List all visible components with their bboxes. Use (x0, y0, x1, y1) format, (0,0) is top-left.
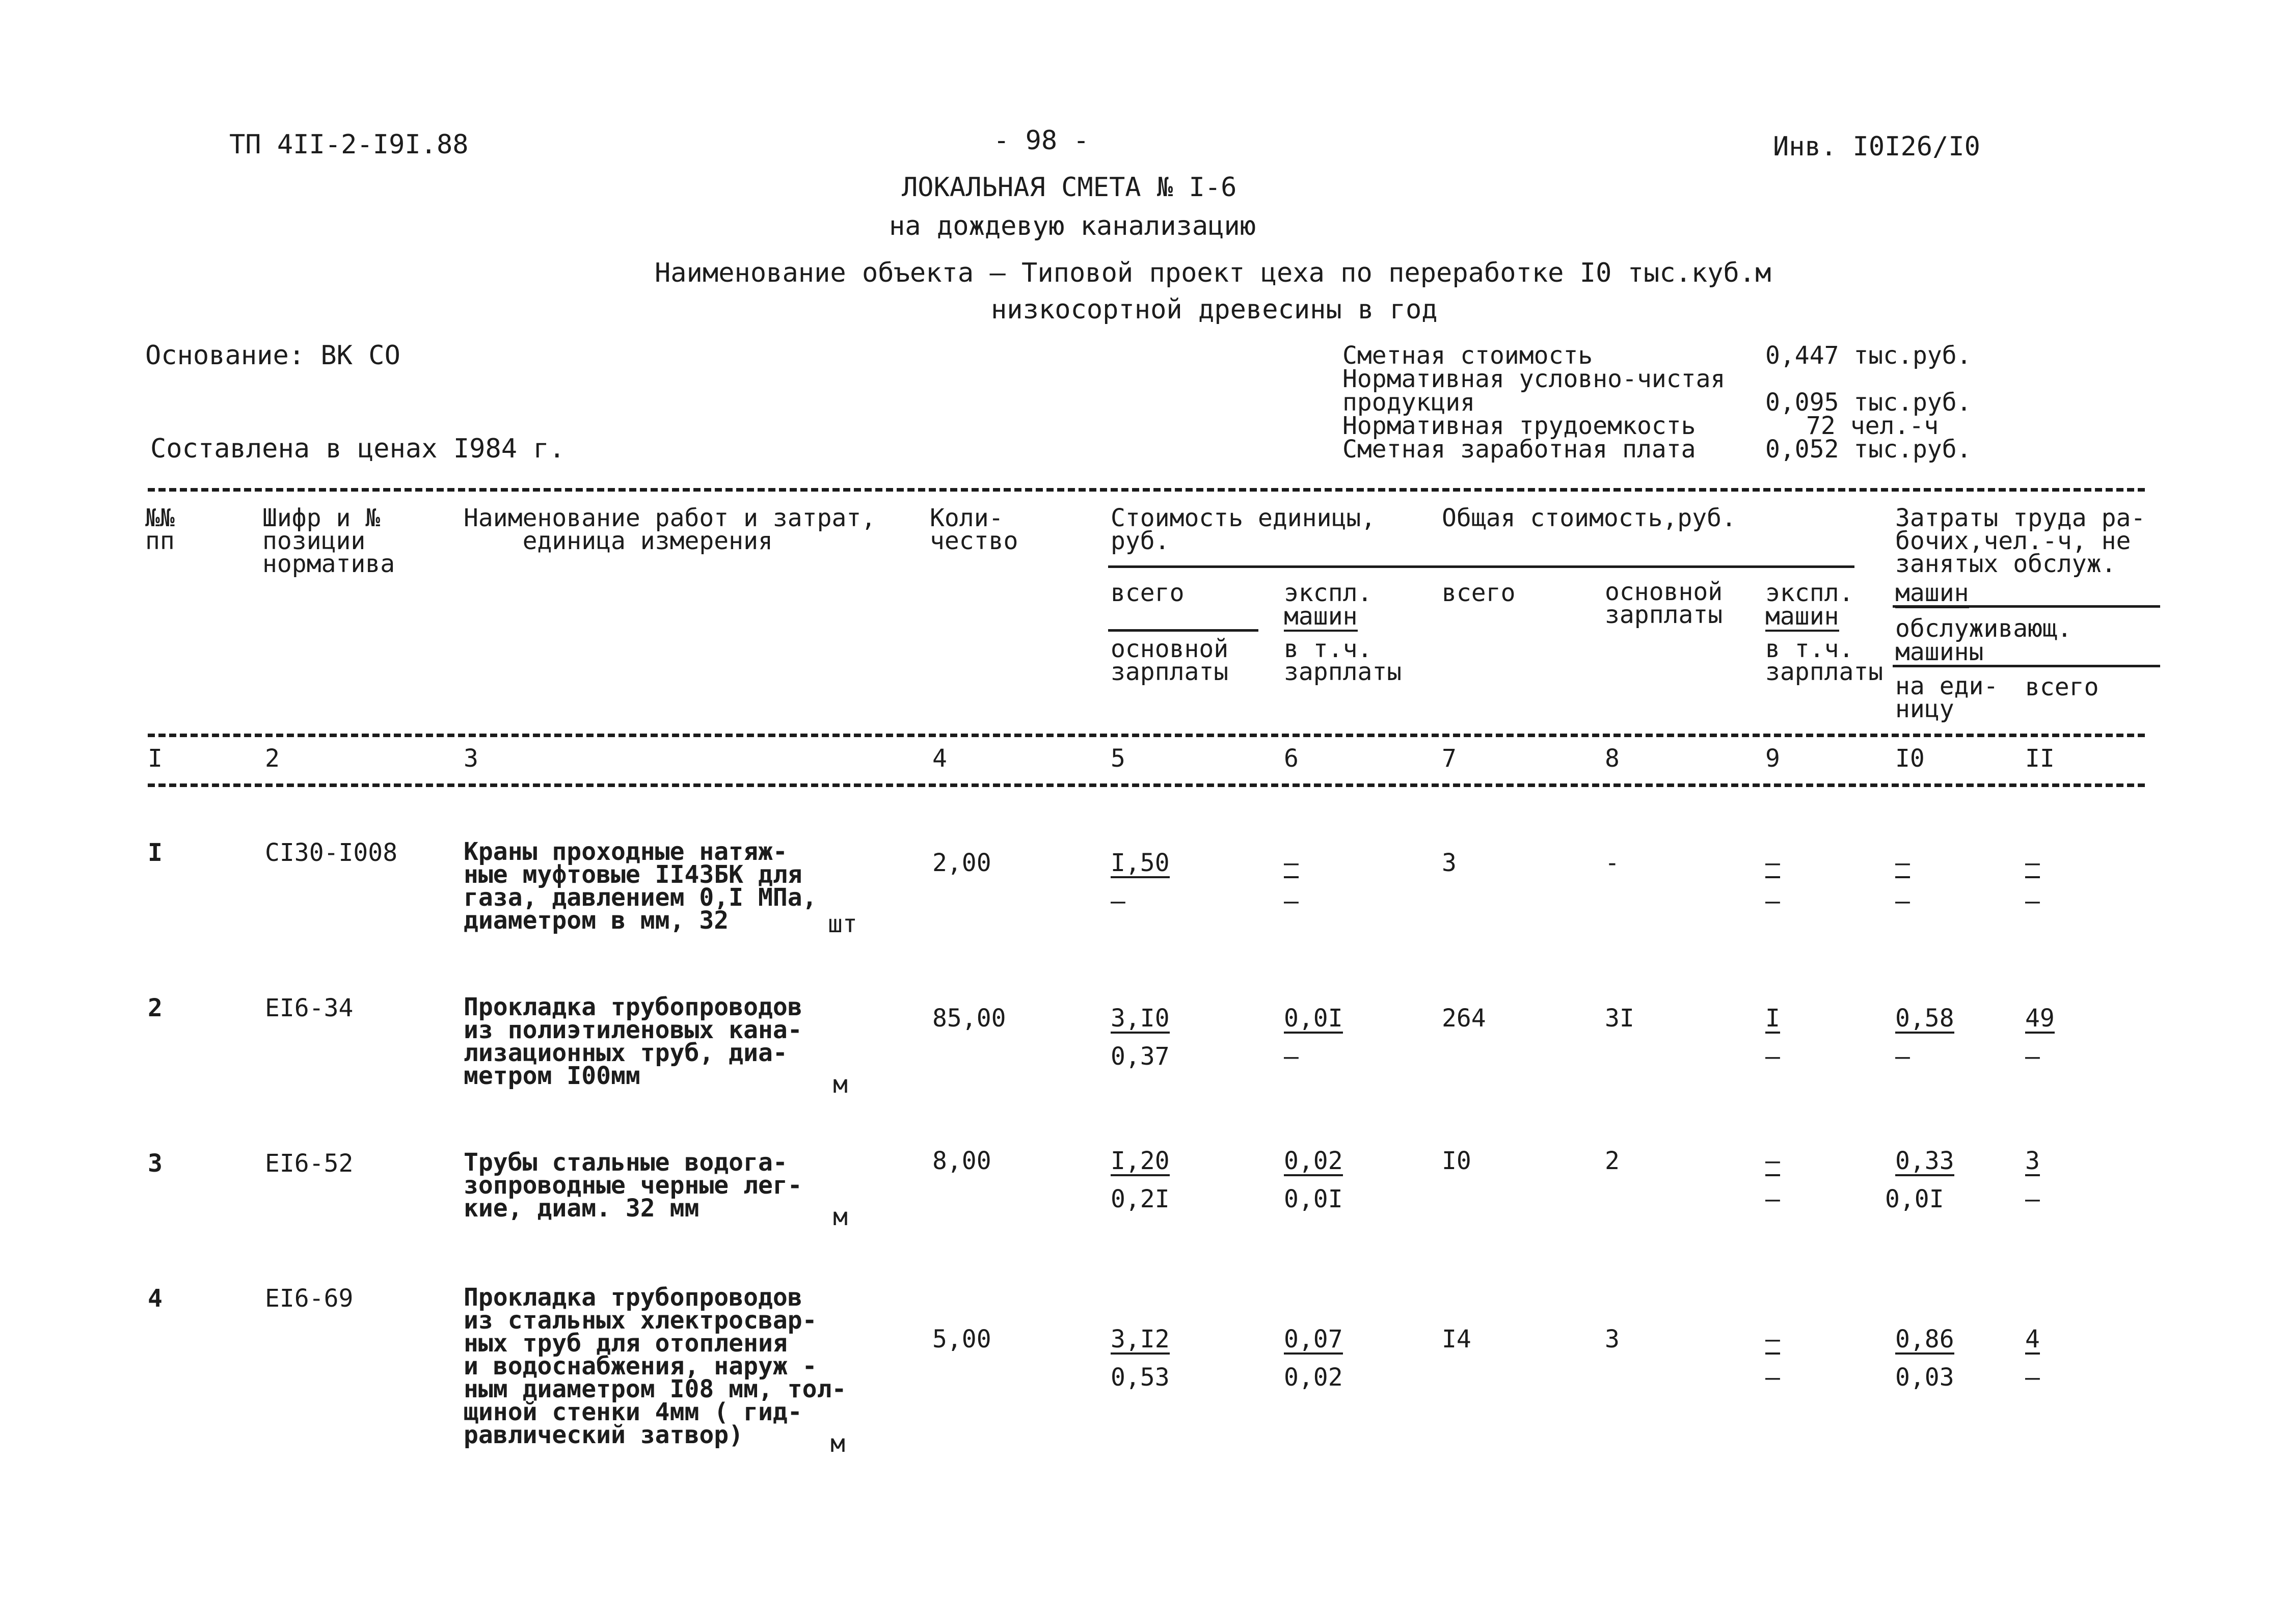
summary-value: 0,447 тыс.руб. (1765, 341, 1972, 370)
row-col6-top: 0,0I (1284, 1004, 1343, 1033)
estimate-subtitle: на дождевую канализацию (889, 211, 1256, 241)
column-number: 9 (1765, 744, 1780, 773)
row-col10-bottom: – (1895, 887, 1910, 915)
row-col10-bottom: 0,0I (1885, 1185, 1944, 1213)
column-number: 3 (464, 744, 478, 773)
row-col11-top: 49 (2025, 1004, 2055, 1033)
row-col5-top: I,50 (1111, 849, 1170, 877)
row-col10-top: – (1895, 849, 1910, 877)
column-number: 5 (1111, 744, 1125, 773)
row-col9-top: – (1765, 1325, 1780, 1354)
row-col11-bottom: – (2025, 1363, 2040, 1392)
row-col8: - (1605, 849, 1620, 877)
row-col11-bottom: – (2025, 887, 2040, 915)
summary-value: 0,052 тыс.руб. (1765, 435, 1972, 464)
cost-header-rule (1108, 565, 1854, 568)
col11-header: всего (2025, 673, 2099, 701)
column-number: 8 (1605, 744, 1620, 773)
header-bottom-divider (148, 783, 2145, 787)
header-top-divider (148, 488, 2145, 492)
row-col11-top: – (2025, 849, 2040, 877)
col-quantity-header: Коли- чество (930, 504, 1018, 555)
serving-header-rule (1893, 665, 2160, 667)
row-col7: I4 (1442, 1325, 1471, 1354)
col-number-header: №№ пп (145, 504, 175, 555)
row-col10-bottom: 0,03 (1895, 1363, 1954, 1392)
row-col6-top: – (1284, 849, 1299, 877)
row-col5-top: 3,I2 (1111, 1325, 1170, 1354)
row-col7: 264 (1442, 1004, 1486, 1033)
row-number: 4 (148, 1284, 163, 1313)
col6-bottom-header: в т.ч. зарплаты (1284, 635, 1402, 686)
col9-top-header: экспл. (1765, 579, 1854, 607)
row-code: ЕI6-69 (265, 1284, 354, 1313)
row-col6-top: 0,02 (1284, 1147, 1343, 1175)
row-col5-bottom: – (1111, 887, 1125, 915)
column-number: 6 (1284, 744, 1299, 773)
labor-machines-label: машин (1895, 579, 1969, 607)
row-col6-bottom: – (1284, 887, 1299, 915)
basis: Основание: ВК СО (145, 340, 400, 371)
row-unit: шт (828, 910, 857, 938)
col9-bottom-header: в т.ч. зарплаты (1765, 635, 1884, 686)
col7-header: всего (1442, 579, 1516, 607)
row-unit: м (830, 1429, 845, 1458)
row-col11-top: 4 (2025, 1325, 2040, 1354)
row-col10-top: 0,33 (1895, 1147, 1954, 1175)
row-col8: 3 (1605, 1325, 1620, 1354)
summary-label: Сметная заработная плата (1342, 435, 1696, 464)
col5-bottom-header: основной зарплаты (1111, 635, 1229, 686)
col6-top-underlined: машин (1284, 602, 1358, 631)
row-col6-bottom: 0,0I (1284, 1185, 1343, 1213)
row-col11-bottom: – (2025, 1042, 2040, 1071)
page-number: - 98 - (993, 125, 1089, 156)
row-col10-top: 0,86 (1895, 1325, 1954, 1354)
row-col7: I0 (1442, 1147, 1471, 1175)
unit-cost-header: Стоимость единицы, руб. (1111, 504, 1376, 555)
total-cost-header: Общая стоимость,руб. (1442, 504, 1736, 532)
row-col9-top: – (1765, 849, 1780, 877)
column-number: 4 (932, 744, 947, 773)
row-name: Краны проходные натяж- ные муфтовые II43БК для газа, давлением 0,I МПа, диаметром в мм, 32 (464, 837, 817, 935)
row-col5-top: I,20 (1111, 1147, 1170, 1175)
header-number-divider (148, 734, 2145, 737)
column-number: 7 (1442, 744, 1457, 773)
row-col9-top: – (1765, 1147, 1780, 1175)
row-code: ЕI6-52 (265, 1149, 354, 1178)
row-col11-top: 3 (2025, 1147, 2040, 1175)
row-col8: 3I (1605, 1004, 1634, 1033)
doc-code: ТП 4II-2-I9I.88 (229, 129, 469, 160)
object-name-line2: низкосортной древесины в год (991, 294, 1438, 325)
row-col5-bottom: 0,53 (1111, 1363, 1170, 1392)
col5-top-header: всего (1111, 579, 1185, 607)
labor-header-rule (1893, 605, 2160, 608)
row-col7: 3 (1442, 849, 1457, 877)
summary-label: Нормативная трудоемкость (1342, 412, 1696, 440)
col-code-header: Шифр и № позиции норматива (262, 504, 395, 578)
row-code: ЕI6-34 (265, 994, 354, 1022)
row-col6-top: 0,07 (1284, 1325, 1343, 1354)
inventory-number: Инв. I0I26/I0 (1773, 131, 1980, 162)
column-number: I0 (1895, 744, 1925, 773)
column-number: I (148, 744, 163, 773)
summary-value: 0,095 тыс.руб. (1765, 388, 1972, 417)
serving-header: обслуживающ. (1895, 614, 2072, 643)
row-col9-bottom: – (1765, 887, 1780, 915)
column-number: II (2025, 744, 2055, 773)
row-code: СI30-I008 (265, 838, 398, 867)
row-col10-bottom: – (1895, 1042, 1910, 1071)
row-col5-top: 3,I0 (1111, 1004, 1170, 1033)
row-col10-top: 0,58 (1895, 1004, 1954, 1033)
row-col6-bottom: 0,02 (1284, 1363, 1343, 1392)
col9-top-underlined: машин (1765, 602, 1839, 631)
row-name: Прокладка трубопроводов из стальных хлектросвар- ных труб для отопления и водоснабжения, наруж - ным диаметром I08 мм, тол- щиной стенки 4мм ( гид- равлический затвор) (464, 1283, 847, 1449)
row-name: Трубы стальные водога- зопроводные черные лег- кие, диам. 32 мм (464, 1148, 802, 1223)
row-unit: м (833, 1203, 848, 1231)
column-number: 2 (265, 744, 280, 773)
row-col5-bottom: 0,2I (1111, 1185, 1170, 1213)
row-col9-top: I (1765, 1004, 1780, 1033)
col5-rule (1108, 629, 1258, 632)
row-number: I (148, 838, 163, 867)
col-name-header: Наименование работ и затрат, единица измерения (464, 504, 876, 555)
row-unit: м (833, 1070, 848, 1099)
object-name-line1: Наименование объекта – Типовой проект цеха по переработке I0 тыс.куб.м (655, 258, 1771, 288)
row-col9-bottom: – (1765, 1042, 1780, 1071)
row-quantity: 5,00 (932, 1325, 991, 1354)
row-number: 2 (148, 994, 163, 1022)
row-quantity: 8,00 (932, 1147, 991, 1175)
row-name: Прокладка трубопроводов из полиэтиленовых кана- лизационных труб, диа- метром I00мм (464, 993, 802, 1090)
row-number: 3 (148, 1149, 163, 1178)
col8-header: основной зарплаты (1605, 578, 1723, 629)
row-col11-bottom: – (2025, 1185, 2040, 1213)
summary-value: 72 чел.-ч (1806, 412, 1939, 440)
row-col9-bottom: – (1765, 1185, 1780, 1213)
summary-label: продукция (1342, 388, 1475, 417)
row-col8: 2 (1605, 1147, 1620, 1175)
col10-header: на еди- ницу (1895, 672, 1999, 723)
serving-machines-label: машины (1895, 638, 1984, 666)
row-quantity: 2,00 (932, 849, 991, 877)
row-col5-bottom: 0,37 (1111, 1042, 1170, 1071)
estimate-title: ЛОКАЛЬНАЯ СМЕТА № I-6 (902, 172, 1237, 203)
row-quantity: 85,00 (932, 1004, 1006, 1033)
summary-label: Нормативная условно-чистая (1342, 365, 1726, 393)
price-level: Составлена в ценах I984 г. (150, 434, 565, 464)
row-col6-bottom: – (1284, 1042, 1299, 1071)
labor-header: Затраты труда ра- бочих,чел.-ч, не занятых обслуж. (1895, 504, 2146, 578)
col6-top-header: экспл. (1284, 579, 1373, 607)
summary-label: Сметная стоимость (1342, 341, 1593, 370)
row-col9-bottom: – (1765, 1363, 1780, 1392)
